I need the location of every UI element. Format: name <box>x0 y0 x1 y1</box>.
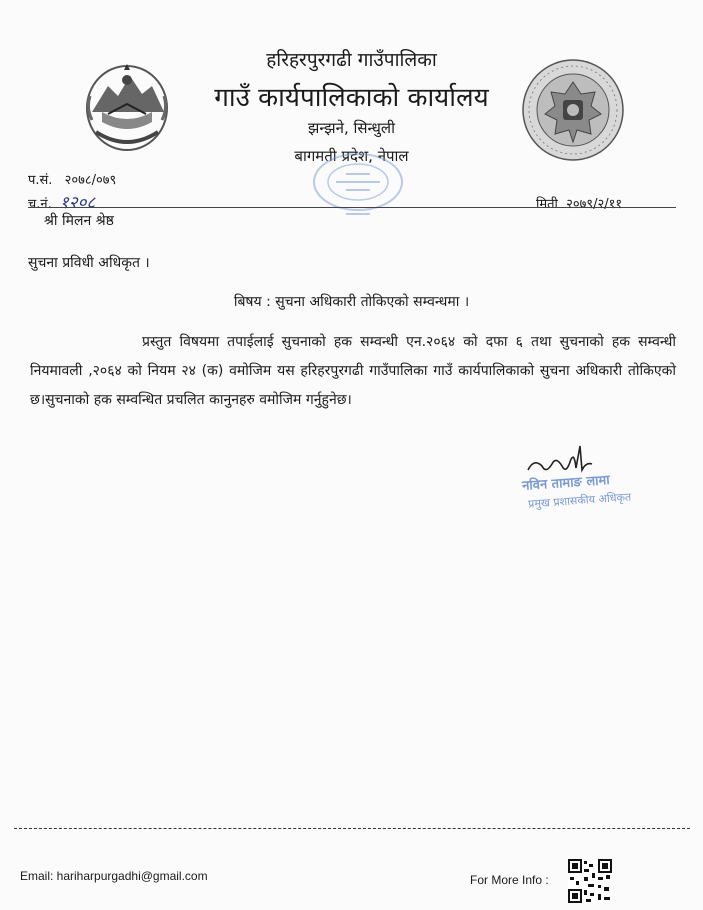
office-stamp-mark <box>306 150 410 222</box>
letter-body: प्रस्तुत विषयमा तपाईलाई सुचनाको हक सम्वन्धी एन.२०६४ को दफा ६ तथा सुचनाको हक सम्वन्धी नियमावली ,२०६४ को नियम २४ (क) वमोजिम यस हरिहरपुरगढी गाउँपालिका गाउँ कार्यपालिकाको सुचना अधिकारी तोकिएको छ।सुचनाको हक सम्वन्धित प्रचलित कानुनहरु वमोजिम गर्नुहुनेछ। <box>30 334 676 408</box>
footer-divider <box>14 828 690 829</box>
recipient-designation: सुचना प्रविधी अधिकृत । <box>28 255 150 271</box>
municipality-name: हरिहरपुरगढी गाउँपालिका <box>266 49 437 71</box>
reference-label: प.सं. <box>28 173 53 188</box>
letter-subject: बिषय : सुचना अधिकारी तोकिएको सम्वन्धमा । <box>233 294 470 310</box>
signatory-title: प्रमुख प्रशासकीय अधिकृत <box>527 490 632 511</box>
footer-email: Email: hariharpurgadhi@gmail.com <box>20 869 208 883</box>
chalani-label: च.नं. <box>28 197 52 212</box>
office-name: गाउँ कार्यपालिकाको कार्यालय <box>214 83 489 113</box>
header-divider <box>28 207 676 208</box>
letter-date <box>536 194 622 212</box>
nepal-emblem-logo <box>78 56 176 156</box>
reference-value: २०७८/०७९ <box>64 173 117 188</box>
chalani-value: १२०८ <box>59 193 96 213</box>
chalani-number <box>28 190 95 213</box>
footer-more-info: For More Info : <box>470 873 549 887</box>
reference-number <box>28 170 116 188</box>
date-value: २०७९/२/११ <box>566 197 623 212</box>
office-location: झन्झने, सिन्धुली <box>308 119 395 137</box>
signatory-name: नविन तामाङ लामा <box>521 472 611 495</box>
qr-code-icon <box>568 859 612 903</box>
date-label: मिती <box>536 197 558 212</box>
office-province: बागमती प्रदेश, नेपाल <box>294 147 409 165</box>
recipient-name: श्री मिलन श्रेष्ठ <box>44 213 114 229</box>
municipality-seal-logo <box>521 58 625 162</box>
